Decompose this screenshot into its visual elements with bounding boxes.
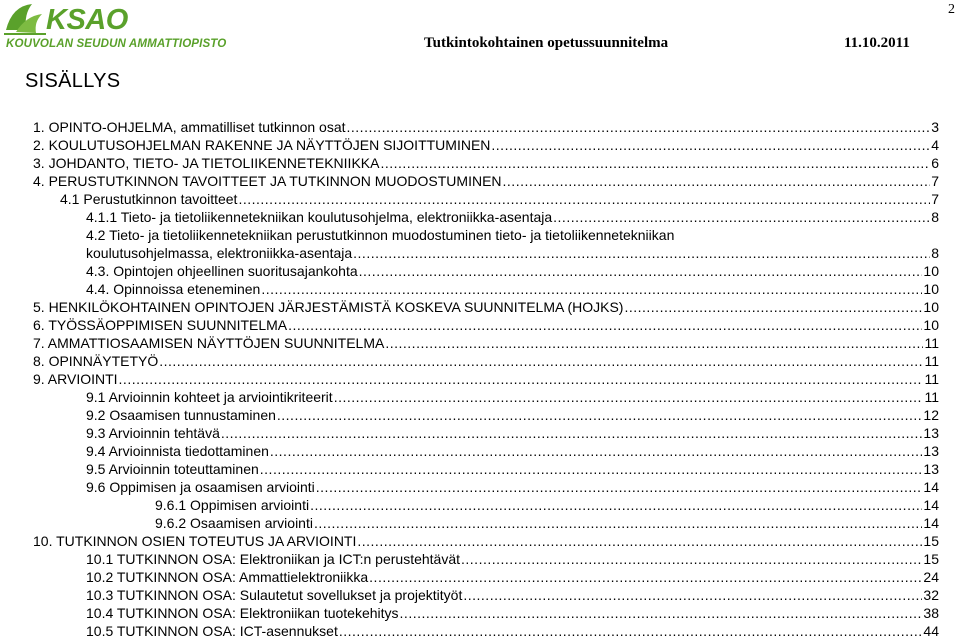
toc-entry-page: 11 xyxy=(924,335,939,351)
toc-leader xyxy=(221,424,923,442)
toc-entry[interactable] xyxy=(86,478,939,496)
toc-entry[interactable] xyxy=(86,550,939,568)
toc-leader xyxy=(385,334,923,352)
toc-entry-page: 15 xyxy=(923,551,939,567)
toc-entry-text: 10.1 TUTKINNON OSA: Elektroniikan ja ICT:n perustehtävät xyxy=(86,551,461,567)
toc-entry[interactable] xyxy=(155,496,939,514)
toc-entry[interactable] xyxy=(33,316,939,334)
toc-entry-page: 13 xyxy=(923,443,939,459)
toc-entry[interactable] xyxy=(86,244,939,262)
toc-entry[interactable] xyxy=(33,370,939,388)
toc-leader xyxy=(463,586,922,604)
toc-entry-page: 6 xyxy=(931,155,939,171)
toc-entry-text: 9.4 Arvioinnista tiedottaminen xyxy=(86,443,269,459)
toc-leader xyxy=(503,172,931,190)
toc-entry-text[interactable]: 4.2 Tieto- ja tietoliikennetekniikan perustutkinnon muodostuminen tieto- ja tietoliikennetekniikan xyxy=(86,227,675,243)
toc-entry-page: 10 xyxy=(923,263,939,279)
toc-leader xyxy=(261,280,922,298)
toc-entry-page: 12 xyxy=(923,407,939,423)
document-date: 11.10.2011 xyxy=(844,35,910,51)
toc-entry[interactable] xyxy=(86,442,939,460)
toc-entry-text: 2. KOULUTUSOHJELMAN RAKENNE JA NÄYTTÖJEN SIJOITTUMINEN xyxy=(33,137,491,153)
toc-entry-page: 8 xyxy=(931,245,939,261)
toc-entry[interactable] xyxy=(86,262,939,280)
toc-entry[interactable] xyxy=(86,622,939,640)
toc-entry-text: 10.4 TUTKINNON OSA: Elektroniikan tuotekehitys xyxy=(86,605,399,621)
toc-entry-page: 15 xyxy=(923,533,939,549)
toc-entry[interactable] xyxy=(33,118,939,136)
toc-entry-text: 7. AMMATTIOSAAMISEN NÄYTTÖJEN SUUNNITELMA xyxy=(33,335,385,351)
toc-entry-page: 10 xyxy=(923,317,939,333)
toc-leader xyxy=(624,298,922,316)
toc-leader xyxy=(270,442,923,460)
toc-entry-text: 9.3 Arvioinnin tehtävä xyxy=(86,425,220,441)
toc-entry[interactable] xyxy=(86,604,939,622)
toc-entry-page: 13 xyxy=(923,425,939,441)
toc-leader xyxy=(359,262,923,280)
toc-entry[interactable] xyxy=(33,334,939,352)
toc-entry-page: 32 xyxy=(923,587,939,603)
toc-entry-page: 11 xyxy=(924,371,939,387)
toc-leader xyxy=(310,496,922,514)
toc-entry-text: 9.2 Osaamisen tunnustaminen xyxy=(86,407,276,423)
toc-leader xyxy=(260,460,923,478)
toc-entry-text: 5. HENKILÖKOHTAINEN OPINTOJEN JÄRJESTÄMISTÄ KOSKEVA SUUNNITELMA (HOJKS) xyxy=(33,299,624,315)
toc-leader xyxy=(491,136,930,154)
toc-leader xyxy=(347,118,931,136)
toc-entry-text: 4.4. Opinnoissa eteneminen xyxy=(86,281,261,297)
toc-entry-text: 4. PERUSTUTKINNON TAVOITTEET JA TUTKINNON MUODOSTUMINEN xyxy=(33,173,502,189)
toc-leader xyxy=(357,532,922,550)
toc-leader xyxy=(119,370,924,388)
toc-entry-text: 10. TUTKINNON OSIEN TOTEUTUS JA ARVIOINTI xyxy=(33,533,357,549)
toc-leader xyxy=(461,550,922,568)
toc-entry-text: 9.6 Oppimisen ja osaamisen arviointi xyxy=(86,479,315,495)
toc-entry-text: 9.1 Arvioinnin kohteet ja arviointikriteerit xyxy=(86,389,333,405)
toc-leader xyxy=(288,316,922,334)
toc-entry[interactable] xyxy=(86,424,939,442)
toc-entry-page: 38 xyxy=(923,605,939,621)
logo-name: KSAO xyxy=(46,4,128,36)
toc-leader xyxy=(339,622,923,640)
toc-entry[interactable] xyxy=(33,154,939,172)
toc-entry[interactable] xyxy=(33,136,939,154)
toc-entry[interactable] xyxy=(33,352,939,370)
toc-entry-page: 8 xyxy=(931,209,939,225)
toc-entry-text: 3. JOHDANTO, TIETO- JA TIETOLIIKENNETEKNIIKKA xyxy=(33,155,380,171)
toc-entry-text: 6. TYÖSSÄOPPIMISEN SUUNNITELMA xyxy=(33,317,288,333)
toc-leader xyxy=(334,388,924,406)
toc-entry-text: 10.2 TUTKINNON OSA: Ammattielektroniikka xyxy=(86,569,369,585)
toc-leader xyxy=(400,604,923,622)
toc-entry-page: 3 xyxy=(931,119,939,135)
toc-leader xyxy=(238,190,930,208)
toc-entry[interactable] xyxy=(155,514,939,532)
toc-entry-page: 14 xyxy=(923,479,939,495)
toc-entry-text: 4.1.1 Tieto- ja tietoliikennetekniikan koulutusohjelma, elektroniikka-asentaja xyxy=(86,209,553,225)
page-number: 2 xyxy=(948,2,955,17)
toc-entry[interactable] xyxy=(33,172,939,190)
toc-entry-page: 10 xyxy=(923,299,939,315)
toc-entry-page: 13 xyxy=(923,461,939,477)
toc-leader xyxy=(314,514,922,532)
logo-subtitle: KOUVOLAN SEUDUN AMMATTIOPISTO xyxy=(6,37,227,50)
ksao-logo xyxy=(2,0,238,56)
document-title: Tutkintokohtainen opetussuunnitelma xyxy=(424,35,669,51)
toc-entry-page: 24 xyxy=(923,569,939,585)
toc-entry[interactable] xyxy=(60,190,939,208)
toc-entry[interactable] xyxy=(86,280,939,298)
toc-entry[interactable] xyxy=(86,460,939,478)
toc-leader xyxy=(159,352,923,370)
toc-entry-page: 11 xyxy=(924,353,939,369)
toc-entry[interactable] xyxy=(33,532,939,550)
toc-entry-page: 14 xyxy=(923,515,939,531)
toc-entry-text: 4.1 Perustutkinnon tavoitteet xyxy=(60,191,238,207)
toc-entry-page: 44 xyxy=(923,623,939,639)
toc-entry[interactable] xyxy=(33,298,939,316)
toc-entry-text: 9.6.2 Osaamisen arviointi xyxy=(155,515,313,531)
toc-entry-page: 11 xyxy=(924,389,939,405)
toc-entry-text-continued: koulutusohjelmassa, elektroniikka-asentaja xyxy=(86,245,353,261)
toc-entry-page: 4 xyxy=(931,137,939,153)
toc-heading: SISÄLLYS xyxy=(25,70,121,92)
toc-entry[interactable] xyxy=(86,388,939,406)
toc-leader xyxy=(553,208,930,226)
toc-leader xyxy=(353,244,930,262)
toc-entry-text: 10.3 TUTKINNON OSA: Sulautetut sovellukset ja projektityöt xyxy=(86,587,463,603)
toc-leader xyxy=(316,478,923,496)
toc-entry-text: 8. OPINNÄYTETYÖ xyxy=(33,353,159,369)
toc-entry[interactable] xyxy=(86,586,939,604)
toc-entry-text: 9.6.1 Oppimisen arviointi xyxy=(155,497,310,513)
toc-entry-text: 9. ARVIOINTI xyxy=(33,371,118,387)
toc-entry[interactable] xyxy=(86,208,939,226)
toc-entry-text: 10.5 TUTKINNON OSA: ICT-asennukset xyxy=(86,623,338,639)
toc-entry-text: 1. OPINTO-OHJELMA, ammatilliset tutkinnon osat xyxy=(33,119,346,135)
toc-entry-page: 14 xyxy=(923,497,939,513)
toc-entry-page: 7 xyxy=(931,191,939,207)
toc-entry-text: 9.5 Arvioinnin toteuttaminen xyxy=(86,461,259,477)
toc-leader xyxy=(277,406,923,424)
toc-leader xyxy=(369,568,922,586)
toc-entry-text: 4.3. Opintojen ohjeellinen suoritusajankohta xyxy=(86,263,358,279)
toc-entry[interactable] xyxy=(86,568,939,586)
toc-entry-page: 10 xyxy=(923,281,939,297)
toc-entry[interactable] xyxy=(86,406,939,424)
toc-leader xyxy=(380,154,930,172)
toc-entry-page: 7 xyxy=(931,173,939,189)
